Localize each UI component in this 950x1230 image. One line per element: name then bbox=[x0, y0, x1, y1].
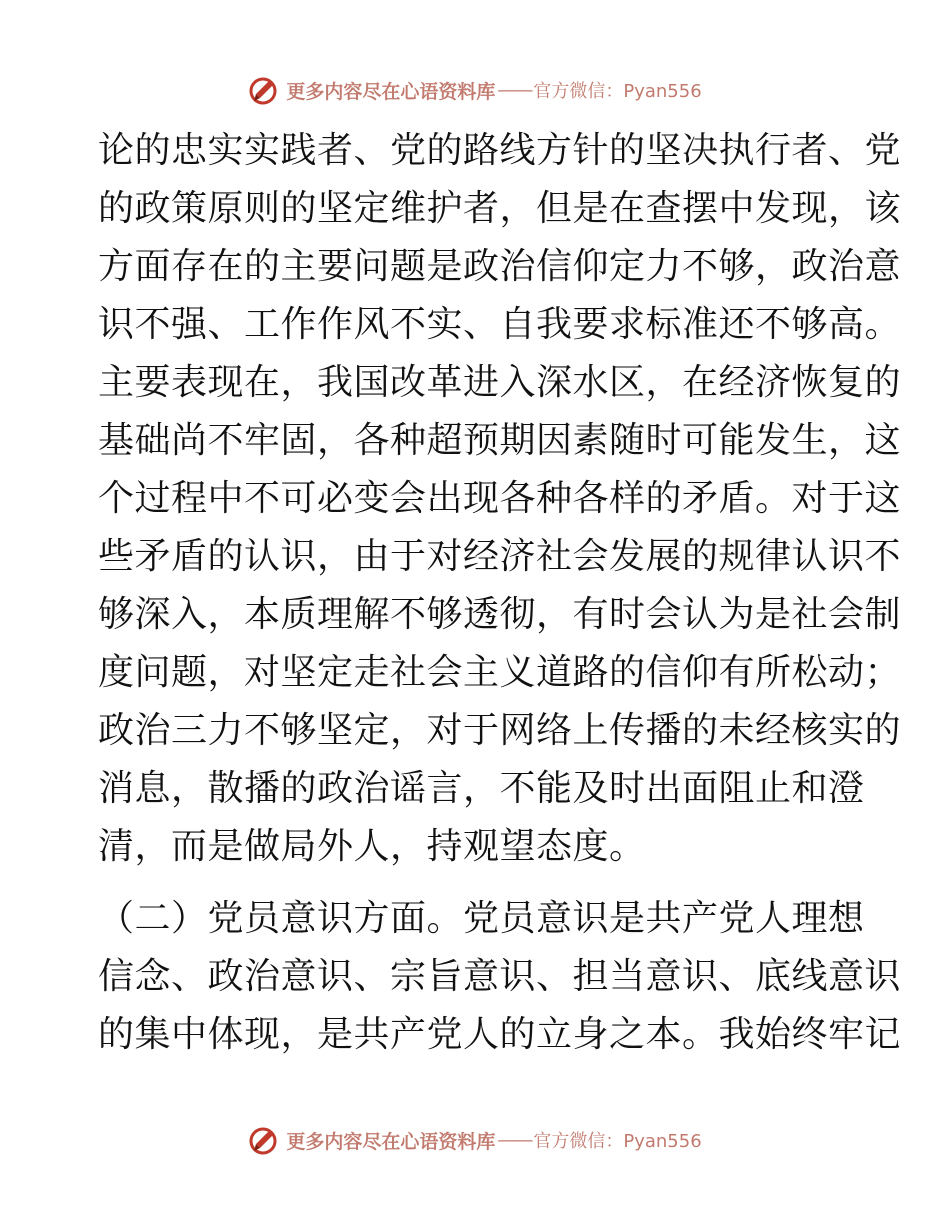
header-wechat-text: 官方微信：Pyan556 bbox=[533, 81, 702, 102]
footer-dash: —— bbox=[497, 1129, 532, 1151]
body-line: 度问题，对坚定走社会主义道路的信仰有所松动； bbox=[98, 652, 902, 693]
document-body bbox=[98, 122, 902, 1064]
section-heading-line: （二）党员意识方面。党员意识是共产党人理想 bbox=[98, 898, 865, 939]
body-line: 识不强、工作作风不实、自我要求标准还不够高。 bbox=[98, 304, 902, 345]
footer-banner bbox=[0, 1120, 950, 1160]
pen-circle-logo-icon bbox=[248, 1124, 280, 1156]
header-site-text: 更多内容尽在心语资料库 bbox=[286, 80, 496, 103]
body-line: 些矛盾的认识，由于对经济社会发展的规律认识不 bbox=[98, 536, 902, 577]
header-dash: —— bbox=[497, 79, 532, 101]
body-line: 够深入，本质理解不够透彻，有时会认为是社会制 bbox=[98, 594, 902, 635]
footer-wechat-text: 官方微信：Pyan556 bbox=[533, 1131, 702, 1152]
body-line: 基础尚不牢固，各种超预期因素随时可能发生，这 bbox=[98, 420, 902, 461]
body-line: 论的忠实实践者、党的路线方针的坚决执行者、党 bbox=[98, 130, 902, 171]
header-banner bbox=[0, 70, 950, 110]
body-line: 主要表现在，我国改革进入深水区，在经济恢复的 bbox=[98, 362, 902, 403]
paragraph-gap bbox=[98, 876, 858, 890]
body-line: 清，而是做局外人，持观望态度。 bbox=[98, 826, 646, 867]
pen-circle-logo-icon bbox=[248, 74, 280, 106]
body-line: 政治三力不够坚定，对于网络上传播的未经核实的 bbox=[98, 710, 902, 751]
body-line: 个过程中不可必变会出现各种各样的矛盾。对于这 bbox=[98, 478, 902, 519]
body-line: 的政策原则的坚定维护者，但是在查摆中发现，该 bbox=[98, 188, 902, 229]
body-line: 的集中体现，是共产党人的立身之本。我始终牢记 bbox=[98, 1014, 902, 1055]
body-line: 消息，散播的政治谣言，不能及时出面阻止和澄 bbox=[98, 768, 865, 809]
footer-site-text: 更多内容尽在心语资料库 bbox=[286, 1130, 496, 1153]
body-line: 信念、政治意识、宗旨意识、担当意识、底线意识 bbox=[98, 956, 902, 997]
body-line: 方面存在的主要问题是政治信仰定力不够，政治意 bbox=[98, 246, 902, 287]
